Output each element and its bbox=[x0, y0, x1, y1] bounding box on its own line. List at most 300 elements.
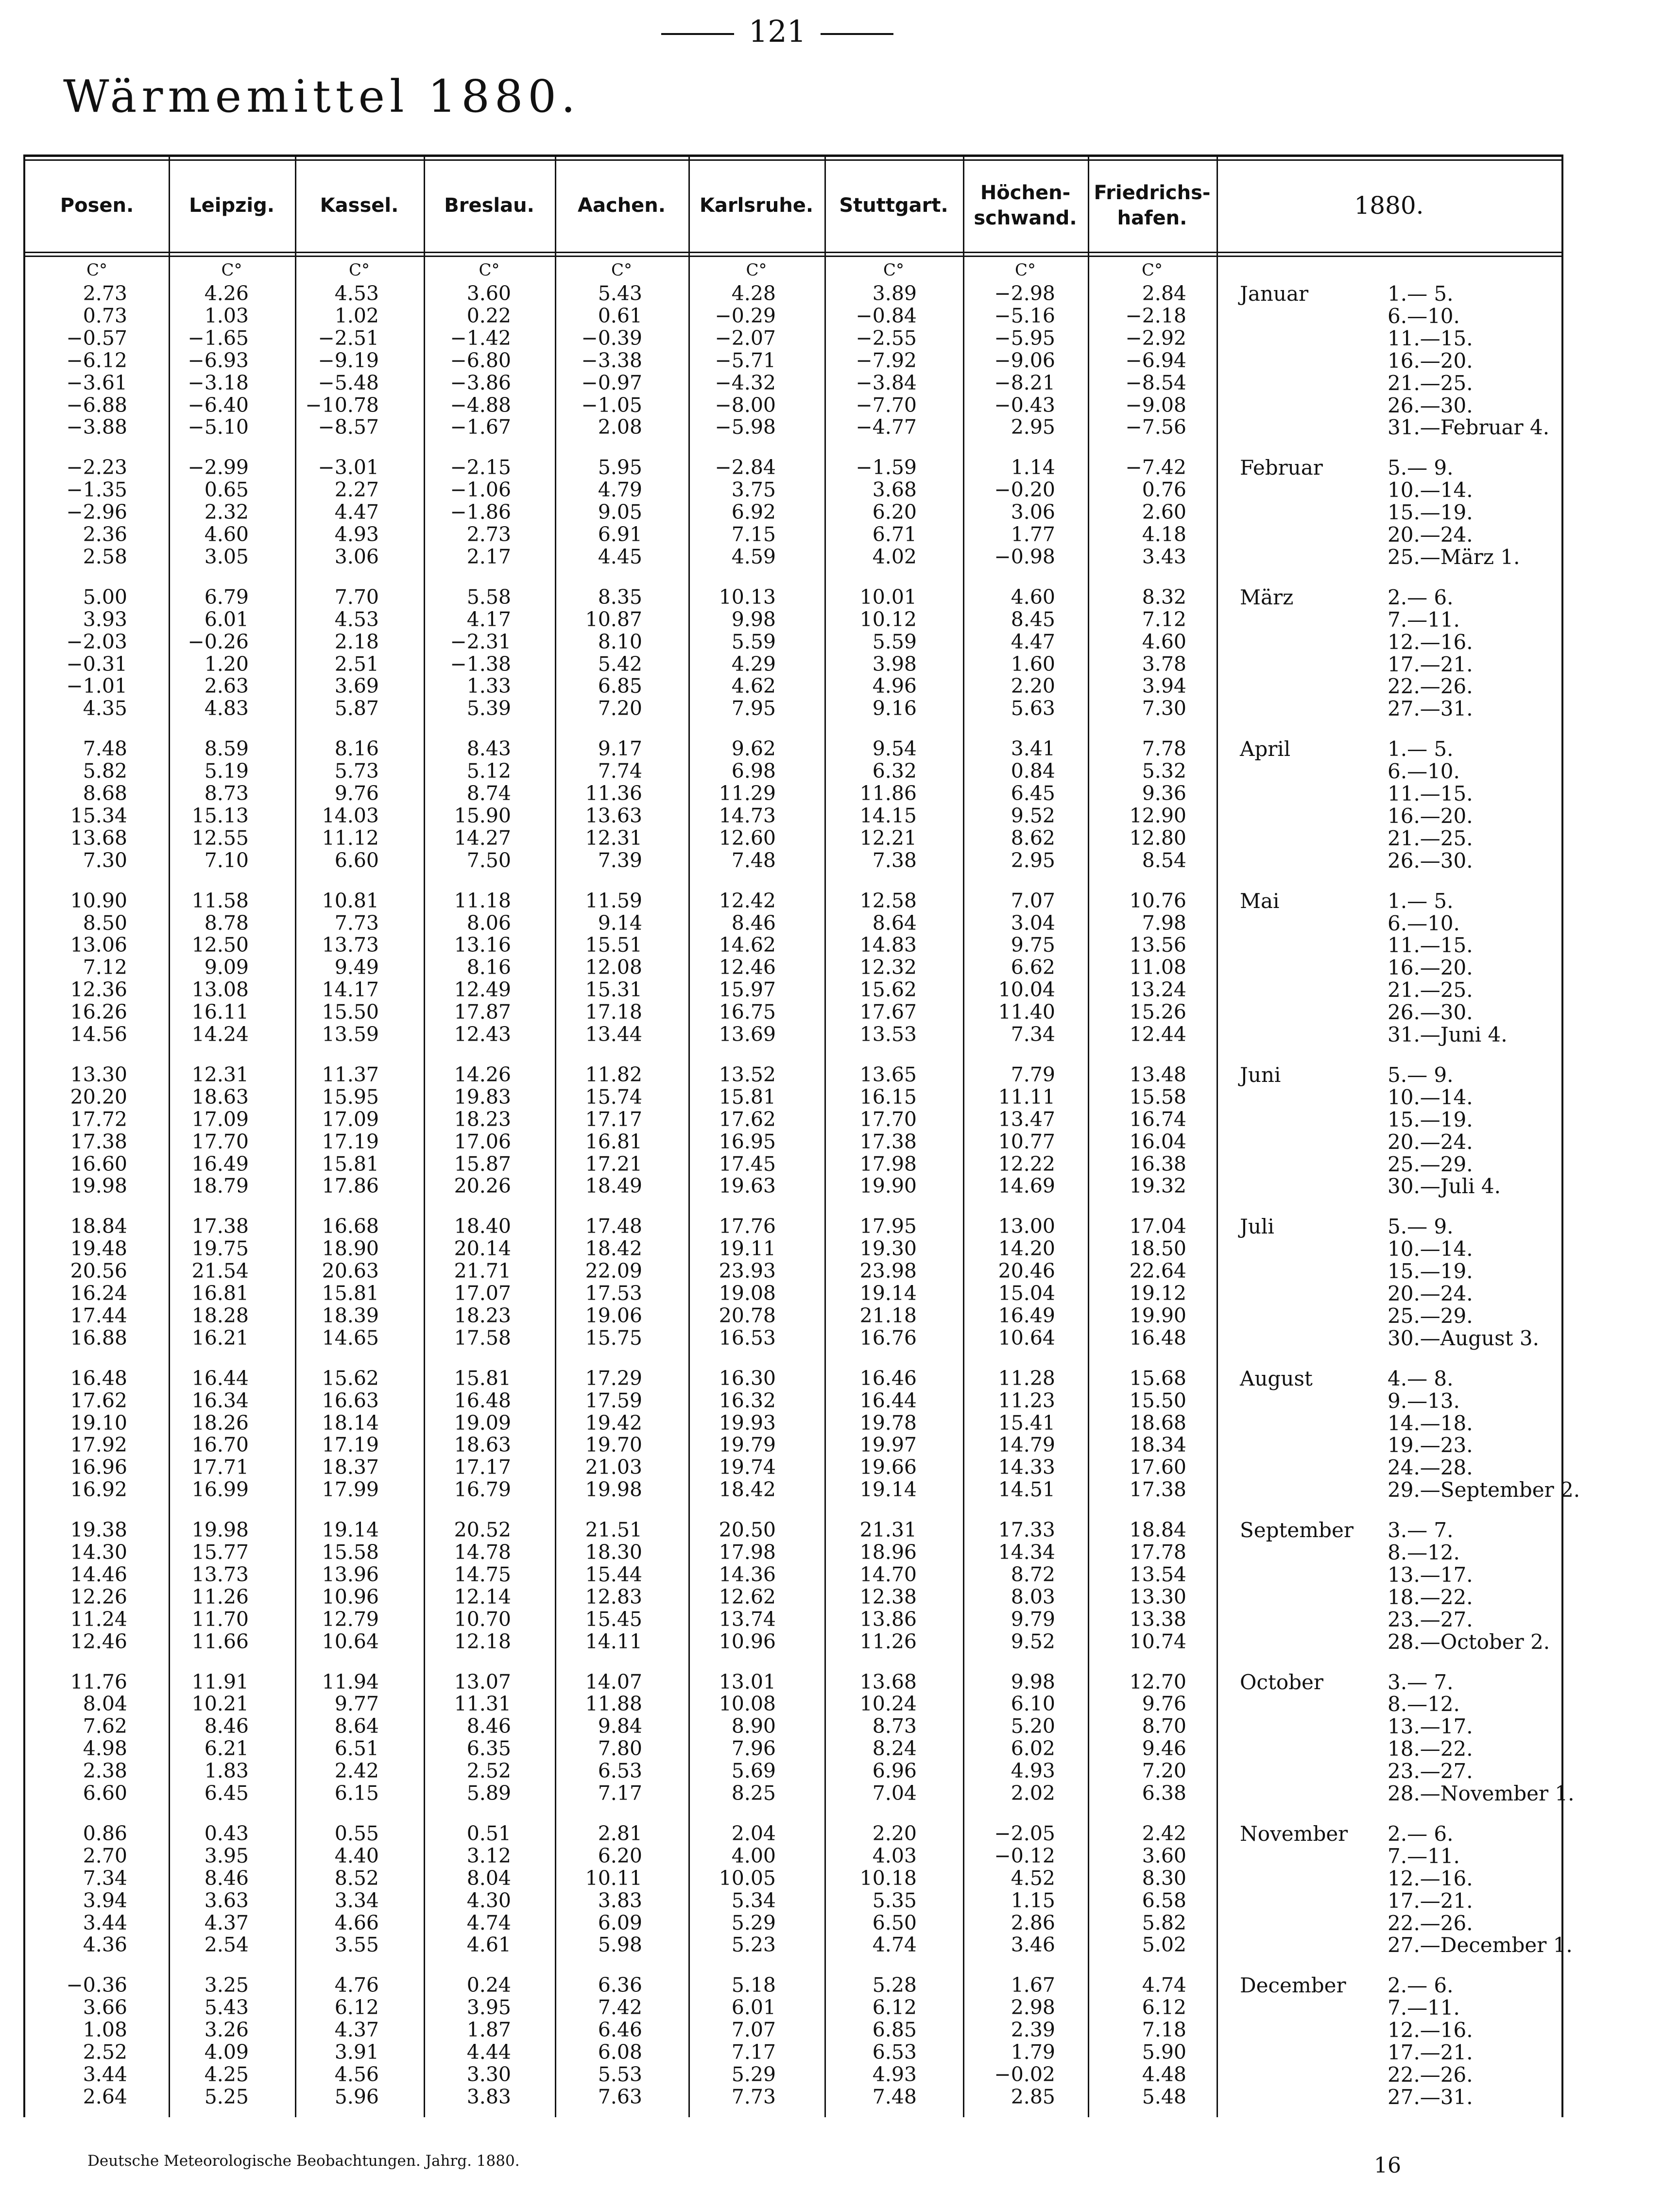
temperature-value: 12.32 bbox=[859, 956, 917, 979]
column-rule bbox=[424, 154, 425, 2117]
period-range: 4.— 8. bbox=[1388, 1366, 1454, 1390]
page-number-rule-left bbox=[661, 33, 734, 35]
temperature-value: 17.60 bbox=[1129, 1456, 1186, 1479]
period-range: 7.—11. bbox=[1388, 1996, 1460, 2020]
temperature-value: 15.68 bbox=[1129, 1366, 1186, 1390]
temperature-value: 12.44 bbox=[1129, 1023, 1186, 1046]
temperature-value: 8.54 bbox=[1142, 848, 1186, 872]
temperature-value: 4.37 bbox=[334, 2018, 379, 2042]
temperature-value: 7.34 bbox=[1011, 1023, 1055, 1046]
temperature-value: 17.95 bbox=[859, 1215, 917, 1238]
temperature-value: 14.69 bbox=[998, 1174, 1055, 1198]
temperature-value: 17.38 bbox=[70, 1130, 127, 1153]
temperature-value: 17.38 bbox=[191, 1215, 249, 1238]
temperature-value: 12.14 bbox=[454, 1585, 511, 1609]
period-range: 21.—25. bbox=[1388, 826, 1473, 850]
temperature-value: 6.62 bbox=[1011, 956, 1055, 979]
temperature-value: 17.07 bbox=[454, 1282, 511, 1305]
period-range: 25.—März 1. bbox=[1388, 545, 1520, 569]
period-range: 23.—27. bbox=[1388, 1759, 1473, 1783]
temperature-value: 9.16 bbox=[872, 697, 917, 720]
period-range: 5.— 9. bbox=[1388, 1215, 1454, 1239]
temperature-value: −4.77 bbox=[856, 415, 917, 439]
temperature-value: 3.46 bbox=[1011, 1933, 1055, 1957]
temperature-value: 8.10 bbox=[598, 630, 642, 653]
temperature-value: 10.81 bbox=[322, 889, 379, 912]
temperature-value: 20.26 bbox=[454, 1174, 511, 1198]
temperature-value: −5.48 bbox=[318, 371, 379, 394]
temperature-value: 4.09 bbox=[204, 2040, 249, 2064]
temperature-value: 8.78 bbox=[204, 911, 249, 935]
temperature-value: 1.14 bbox=[1011, 456, 1055, 480]
temperature-value: 3.44 bbox=[83, 2062, 127, 2086]
temperature-value: 0.61 bbox=[598, 304, 642, 327]
temperature-value: 6.36 bbox=[598, 1973, 642, 1997]
temperature-value: 16.30 bbox=[719, 1366, 776, 1390]
temperature-value: 4.26 bbox=[204, 282, 249, 305]
temperature-value: 10.90 bbox=[70, 889, 127, 912]
temperature-value: 7.15 bbox=[731, 523, 776, 546]
temperature-value: 18.28 bbox=[191, 1303, 249, 1327]
temperature-value: 3.91 bbox=[334, 2040, 379, 2064]
temperature-value: 18.96 bbox=[859, 1541, 917, 1564]
temperature-value: 7.78 bbox=[1142, 737, 1186, 761]
temperature-value: 5.39 bbox=[466, 697, 511, 720]
temperature-value: 15.51 bbox=[585, 933, 642, 957]
temperature-value: 18.49 bbox=[585, 1174, 642, 1198]
temperature-value: 6.08 bbox=[598, 2040, 642, 2064]
temperature-value: 2.38 bbox=[83, 1759, 127, 1783]
temperature-value: 0.22 bbox=[466, 304, 511, 327]
temperature-value: 8.62 bbox=[1011, 826, 1055, 850]
temperature-value: 19.14 bbox=[859, 1478, 917, 1502]
temperature-value: 17.09 bbox=[191, 1107, 249, 1131]
temperature-value: 20.46 bbox=[998, 1259, 1055, 1283]
temperature-value: 3.60 bbox=[1142, 1844, 1186, 1867]
temperature-value: 15.75 bbox=[585, 1326, 642, 1350]
temperature-value: 3.94 bbox=[1142, 674, 1186, 698]
temperature-value: 3.94 bbox=[83, 1888, 127, 1912]
temperature-value: 9.79 bbox=[1011, 1607, 1055, 1631]
temperature-value: −9.06 bbox=[994, 348, 1055, 372]
temperature-table bbox=[23, 154, 1580, 2117]
temperature-value: 19.48 bbox=[70, 1237, 127, 1261]
temperature-value: 19.74 bbox=[719, 1456, 776, 1479]
temperature-value: 19.98 bbox=[191, 1518, 249, 1542]
temperature-value: 8.64 bbox=[334, 1714, 379, 1738]
column-header: Breslau. bbox=[444, 194, 534, 217]
temperature-value: 20.56 bbox=[70, 1259, 127, 1283]
temperature-value: 7.50 bbox=[466, 848, 511, 872]
temperature-value: 7.38 bbox=[872, 848, 917, 872]
temperature-value: 13.68 bbox=[70, 826, 127, 850]
temperature-value: 20.50 bbox=[719, 1518, 776, 1542]
temperature-value: 3.83 bbox=[598, 1888, 642, 1912]
period-range: 20.—24. bbox=[1388, 1282, 1473, 1305]
temperature-value: 8.16 bbox=[334, 737, 379, 761]
temperature-value: −3.86 bbox=[450, 371, 511, 394]
temperature-value: 17.67 bbox=[859, 1000, 917, 1024]
period-range: 28.—October 2. bbox=[1388, 1629, 1550, 1654]
temperature-value: 5.53 bbox=[598, 2062, 642, 2086]
temperature-value: −8.00 bbox=[715, 393, 776, 417]
temperature-value: 5.20 bbox=[1011, 1714, 1055, 1738]
temperature-value: −0.20 bbox=[994, 478, 1055, 502]
temperature-value: 17.18 bbox=[585, 1000, 642, 1024]
period-range: 14.—18. bbox=[1388, 1411, 1473, 1435]
month-name: October bbox=[1240, 1670, 1323, 1694]
temperature-value: 17.59 bbox=[585, 1388, 642, 1412]
temperature-value: 14.34 bbox=[998, 1541, 1055, 1564]
temperature-value: 19.70 bbox=[585, 1433, 642, 1457]
temperature-value: −0.02 bbox=[994, 2062, 1055, 2086]
temperature-value: 14.11 bbox=[585, 1629, 642, 1653]
temperature-value: 8.73 bbox=[204, 782, 249, 805]
temperature-value: −4.88 bbox=[450, 393, 511, 417]
period-range: 13.—17. bbox=[1388, 1714, 1473, 1739]
temperature-value: 19.98 bbox=[585, 1478, 642, 1502]
temperature-value: 7.98 bbox=[1142, 911, 1186, 935]
temperature-value: 10.24 bbox=[859, 1692, 917, 1716]
period-range: 25.—29. bbox=[1388, 1303, 1473, 1328]
temperature-value: −0.43 bbox=[994, 393, 1055, 417]
temperature-value: 11.82 bbox=[585, 1062, 642, 1086]
temperature-value: 11.23 bbox=[998, 1388, 1055, 1412]
temperature-value: 2.17 bbox=[466, 545, 511, 568]
temperature-value: 5.96 bbox=[334, 2085, 379, 2108]
temperature-value: 1.67 bbox=[1011, 1973, 1055, 1997]
temperature-value: −6.12 bbox=[66, 348, 127, 372]
temperature-value: 12.22 bbox=[998, 1152, 1055, 1176]
period-range: 6.—10. bbox=[1388, 759, 1460, 784]
temperature-value: 11.86 bbox=[859, 782, 917, 805]
month-name: Februar bbox=[1240, 456, 1323, 480]
temperature-value: 5.35 bbox=[872, 1888, 917, 1912]
temperature-value: 12.79 bbox=[322, 1607, 379, 1631]
temperature-value: 13.01 bbox=[719, 1670, 776, 1694]
temperature-value: −5.10 bbox=[188, 415, 249, 439]
temperature-value: 2.18 bbox=[334, 630, 379, 653]
temperature-value: −0.57 bbox=[66, 326, 127, 350]
temperature-value: 5.90 bbox=[1142, 2040, 1186, 2064]
temperature-value: 19.38 bbox=[70, 1518, 127, 1542]
footer-source: Deutsche Meteorologische Beobachtungen. Jahrg. 1880. bbox=[87, 2152, 520, 2170]
temperature-value: 6.85 bbox=[598, 674, 642, 698]
month-name: November bbox=[1240, 1821, 1348, 1846]
temperature-value: 2.70 bbox=[83, 1844, 127, 1867]
period-range: 8.—12. bbox=[1388, 1541, 1460, 1564]
temperature-value: 17.92 bbox=[70, 1433, 127, 1457]
period-range: 15.—19. bbox=[1388, 500, 1473, 525]
temperature-value: 9.76 bbox=[334, 782, 379, 805]
temperature-value: 12.46 bbox=[70, 1629, 127, 1653]
temperature-value: 12.49 bbox=[454, 978, 511, 1002]
temperature-value: 4.93 bbox=[334, 523, 379, 546]
temperature-value: 7.70 bbox=[334, 585, 379, 609]
temperature-value: 3.41 bbox=[1011, 737, 1055, 761]
temperature-value: 16.21 bbox=[191, 1326, 249, 1350]
temperature-value: 3.75 bbox=[731, 478, 776, 502]
month-name: März bbox=[1240, 585, 1294, 609]
period-range: 7.—11. bbox=[1388, 607, 1460, 632]
temperature-value: 16.38 bbox=[1129, 1152, 1186, 1176]
temperature-value: 15.81 bbox=[322, 1282, 379, 1305]
temperature-value: 0.51 bbox=[466, 1821, 511, 1845]
temperature-value: 7.74 bbox=[598, 759, 642, 783]
temperature-value: 15.04 bbox=[998, 1282, 1055, 1305]
temperature-value: 3.95 bbox=[466, 1996, 511, 2020]
temperature-value: 6.91 bbox=[598, 523, 642, 546]
temperature-value: 10.74 bbox=[1129, 1629, 1186, 1653]
temperature-value: 15.31 bbox=[585, 978, 642, 1002]
table-top-rule bbox=[25, 154, 1561, 157]
temperature-value: 4.56 bbox=[334, 2062, 379, 2086]
temperature-value: 10.96 bbox=[322, 1585, 379, 1609]
temperature-value: 14.07 bbox=[585, 1670, 642, 1694]
temperature-value: 16.74 bbox=[1129, 1107, 1186, 1131]
temperature-value: 9.54 bbox=[872, 737, 917, 761]
period-range: 29.—September 2. bbox=[1388, 1478, 1580, 1502]
temperature-value: 5.95 bbox=[598, 456, 642, 480]
temperature-value: 2.85 bbox=[1011, 2085, 1055, 2108]
temperature-value: 10.12 bbox=[859, 607, 917, 631]
temperature-value: 1.15 bbox=[1011, 1888, 1055, 1912]
period-range: 21.—25. bbox=[1388, 978, 1473, 1002]
temperature-value: 17.70 bbox=[859, 1107, 917, 1131]
temperature-value: 5.87 bbox=[334, 697, 379, 720]
temperature-value: −0.97 bbox=[581, 371, 642, 394]
temperature-value: −8.57 bbox=[318, 415, 379, 439]
temperature-value: 17.98 bbox=[859, 1152, 917, 1176]
temperature-value: 11.18 bbox=[454, 889, 511, 912]
temperature-value: 6.51 bbox=[334, 1737, 379, 1761]
temperature-value: 12.46 bbox=[719, 956, 776, 979]
temperature-value: 4.93 bbox=[1011, 1759, 1055, 1783]
temperature-value: 3.04 bbox=[1011, 911, 1055, 935]
temperature-value: 7.39 bbox=[598, 848, 642, 872]
temperature-value: 10.01 bbox=[859, 585, 917, 609]
temperature-value: 0.65 bbox=[204, 478, 249, 502]
temperature-value: 6.45 bbox=[204, 1782, 249, 1805]
temperature-value: 13.86 bbox=[859, 1607, 917, 1631]
temperature-value: −1.01 bbox=[66, 674, 127, 698]
temperature-value: 6.12 bbox=[334, 1996, 379, 2020]
temperature-value: 3.12 bbox=[466, 1844, 511, 1867]
temperature-value: 13.44 bbox=[585, 1023, 642, 1046]
temperature-value: 8.43 bbox=[466, 737, 511, 761]
temperature-value: 6.15 bbox=[334, 1782, 379, 1805]
temperature-value: −1.86 bbox=[450, 500, 511, 524]
temperature-value: 9.98 bbox=[1011, 1670, 1055, 1694]
temperature-value: 21.51 bbox=[585, 1518, 642, 1542]
temperature-value: 12.83 bbox=[585, 1585, 642, 1609]
temperature-value: 11.36 bbox=[585, 782, 642, 805]
temperature-value: 6.96 bbox=[872, 1759, 917, 1783]
column-rule bbox=[688, 154, 690, 2117]
temperature-value: 8.06 bbox=[466, 911, 511, 935]
temperature-value: −4.32 bbox=[715, 371, 776, 394]
month-name: September bbox=[1240, 1518, 1354, 1542]
temperature-value: 13.38 bbox=[1129, 1607, 1186, 1631]
temperature-value: 1.83 bbox=[204, 1759, 249, 1783]
temperature-value: 5.63 bbox=[1011, 697, 1055, 720]
temperature-value: 14.24 bbox=[191, 1023, 249, 1046]
temperature-value: 11.94 bbox=[322, 1670, 379, 1694]
temperature-value: 11.37 bbox=[322, 1062, 379, 1086]
temperature-value: −0.31 bbox=[66, 652, 127, 676]
temperature-value: 5.48 bbox=[1142, 2085, 1186, 2108]
temperature-value: 2.84 bbox=[1142, 282, 1186, 305]
temperature-value: 6.46 bbox=[598, 2018, 642, 2042]
temperature-value: −9.19 bbox=[318, 348, 379, 372]
temperature-value: 11.31 bbox=[454, 1692, 511, 1716]
temperature-value: 16.32 bbox=[719, 1388, 776, 1412]
temperature-value: 15.90 bbox=[454, 804, 511, 827]
temperature-value: 12.50 bbox=[191, 933, 249, 957]
period-range: 10.—14. bbox=[1388, 1237, 1473, 1261]
temperature-value: 2.51 bbox=[334, 652, 379, 676]
temperature-value: 4.18 bbox=[1142, 523, 1186, 546]
period-range: 15.—19. bbox=[1388, 1259, 1473, 1284]
period-range: 12.—16. bbox=[1388, 2018, 1473, 2042]
temperature-value: 9.17 bbox=[598, 737, 642, 761]
temperature-value: 3.63 bbox=[204, 1888, 249, 1912]
temperature-value: 6.60 bbox=[334, 848, 379, 872]
temperature-value: 3.66 bbox=[83, 1996, 127, 2020]
sheet-number: 16 bbox=[1374, 2153, 1401, 2178]
temperature-value: 6.12 bbox=[872, 1996, 917, 2020]
temperature-value: 8.50 bbox=[83, 911, 127, 935]
column-header: Kassel. bbox=[320, 194, 399, 217]
temperature-value: 16.99 bbox=[191, 1478, 249, 1502]
temperature-value: 17.62 bbox=[719, 1107, 776, 1131]
temperature-value: 8.04 bbox=[83, 1692, 127, 1716]
temperature-value: 19.14 bbox=[859, 1282, 917, 1305]
temperature-value: 16.81 bbox=[191, 1282, 249, 1305]
temperature-value: 20.63 bbox=[322, 1259, 379, 1283]
temperature-value: 2.95 bbox=[1011, 415, 1055, 439]
temperature-value: −2.55 bbox=[856, 326, 917, 350]
temperature-value: 2.73 bbox=[83, 282, 127, 305]
temperature-value: −1.05 bbox=[581, 393, 642, 417]
temperature-value: 18.84 bbox=[70, 1215, 127, 1238]
column-header: Höchen- schwand. bbox=[974, 182, 1077, 229]
temperature-value: 18.37 bbox=[322, 1456, 379, 1479]
temperature-value: 10.18 bbox=[859, 1866, 917, 1890]
temperature-value: −5.98 bbox=[715, 415, 776, 439]
temperature-value: 7.73 bbox=[731, 2085, 776, 2108]
temperature-value: −7.56 bbox=[1125, 415, 1186, 439]
month-name: April bbox=[1240, 737, 1291, 761]
temperature-value: 5.00 bbox=[83, 585, 127, 609]
temperature-value: 4.02 bbox=[872, 545, 917, 568]
temperature-value: 17.45 bbox=[719, 1152, 776, 1176]
temperature-value: 17.17 bbox=[454, 1456, 511, 1479]
column-header: Friedrichs- hafen. bbox=[1094, 182, 1211, 229]
temperature-value: 14.78 bbox=[454, 1541, 511, 1564]
temperature-value: 4.60 bbox=[204, 523, 249, 546]
period-range: 9.—13. bbox=[1388, 1388, 1460, 1413]
temperature-value: 19.66 bbox=[859, 1456, 917, 1479]
temperature-value: −3.88 bbox=[66, 415, 127, 439]
temperature-value: 17.09 bbox=[322, 1107, 379, 1131]
temperature-value: 16.63 bbox=[322, 1388, 379, 1412]
temperature-value: 14.83 bbox=[859, 933, 917, 957]
temperature-value: 2.73 bbox=[466, 523, 511, 546]
temperature-value: 12.18 bbox=[454, 1629, 511, 1653]
period-range: 27.—December 1. bbox=[1388, 1933, 1573, 1957]
temperature-value: 8.74 bbox=[466, 782, 511, 805]
temperature-value: 9.77 bbox=[334, 1692, 379, 1716]
period-range: 24.—28. bbox=[1388, 1456, 1473, 1480]
temperature-value: 4.00 bbox=[731, 1844, 776, 1867]
temperature-value: 13.96 bbox=[322, 1562, 379, 1586]
temperature-value: 3.98 bbox=[872, 652, 917, 676]
temperature-value: 1.77 bbox=[1011, 523, 1055, 546]
temperature-value: 16.70 bbox=[191, 1433, 249, 1457]
temperature-value: 18.42 bbox=[719, 1478, 776, 1502]
temperature-value: 6.01 bbox=[204, 607, 249, 631]
temperature-value: 8.73 bbox=[872, 1714, 917, 1738]
temperature-value: 12.58 bbox=[859, 889, 917, 912]
temperature-value: 13.48 bbox=[1129, 1062, 1186, 1086]
temperature-value: 13.30 bbox=[1129, 1585, 1186, 1609]
temperature-value: 5.58 bbox=[466, 585, 511, 609]
temperature-value: 8.64 bbox=[872, 911, 917, 935]
temperature-value: 5.28 bbox=[872, 1973, 917, 1997]
temperature-value: 17.86 bbox=[322, 1174, 379, 1198]
temperature-value: 17.99 bbox=[322, 1478, 379, 1502]
temperature-value: 6.01 bbox=[731, 1996, 776, 2020]
temperature-value: 13.16 bbox=[454, 933, 511, 957]
temperature-value: −1.67 bbox=[450, 415, 511, 439]
temperature-value: 6.35 bbox=[466, 1737, 511, 1761]
temperature-value: 5.98 bbox=[598, 1933, 642, 1957]
column-header: Leipzig. bbox=[189, 194, 274, 217]
column-rule bbox=[169, 154, 170, 2117]
period-range: 11.—15. bbox=[1388, 326, 1473, 350]
temperature-value: 10.64 bbox=[998, 1326, 1055, 1350]
temperature-value: −2.05 bbox=[994, 1821, 1055, 1845]
temperature-value: 13.54 bbox=[1129, 1562, 1186, 1586]
period-range: 23.—27. bbox=[1388, 1607, 1473, 1631]
temperature-value: 0.55 bbox=[334, 1821, 379, 1845]
temperature-value: 17.53 bbox=[585, 1282, 642, 1305]
temperature-value: 14.27 bbox=[454, 826, 511, 850]
temperature-value: 13.07 bbox=[454, 1670, 511, 1694]
temperature-value: −5.16 bbox=[994, 304, 1055, 327]
temperature-value: 18.23 bbox=[454, 1303, 511, 1327]
month-name: Mai bbox=[1240, 889, 1280, 913]
temperature-value: 14.03 bbox=[322, 804, 379, 827]
temperature-value: 23.93 bbox=[719, 1259, 776, 1283]
temperature-value: 23.98 bbox=[859, 1259, 917, 1283]
temperature-value: −0.84 bbox=[856, 304, 917, 327]
temperature-value: 13.06 bbox=[70, 933, 127, 957]
period-range: 18.—22. bbox=[1388, 1585, 1473, 1609]
temperature-value: 5.43 bbox=[204, 1996, 249, 2020]
temperature-value: 8.70 bbox=[1142, 1714, 1186, 1738]
temperature-value: 15.77 bbox=[191, 1541, 249, 1564]
period-range: 11.—15. bbox=[1388, 782, 1473, 805]
temperature-value: 2.08 bbox=[598, 415, 642, 439]
column-header: 1880. bbox=[1354, 191, 1424, 220]
temperature-value: 4.66 bbox=[334, 1911, 379, 1935]
temperature-value: 17.19 bbox=[322, 1433, 379, 1457]
temperature-value: 18.79 bbox=[191, 1174, 249, 1198]
period-range: 25.—29. bbox=[1388, 1152, 1473, 1176]
temperature-value: 17.38 bbox=[1129, 1478, 1186, 1502]
